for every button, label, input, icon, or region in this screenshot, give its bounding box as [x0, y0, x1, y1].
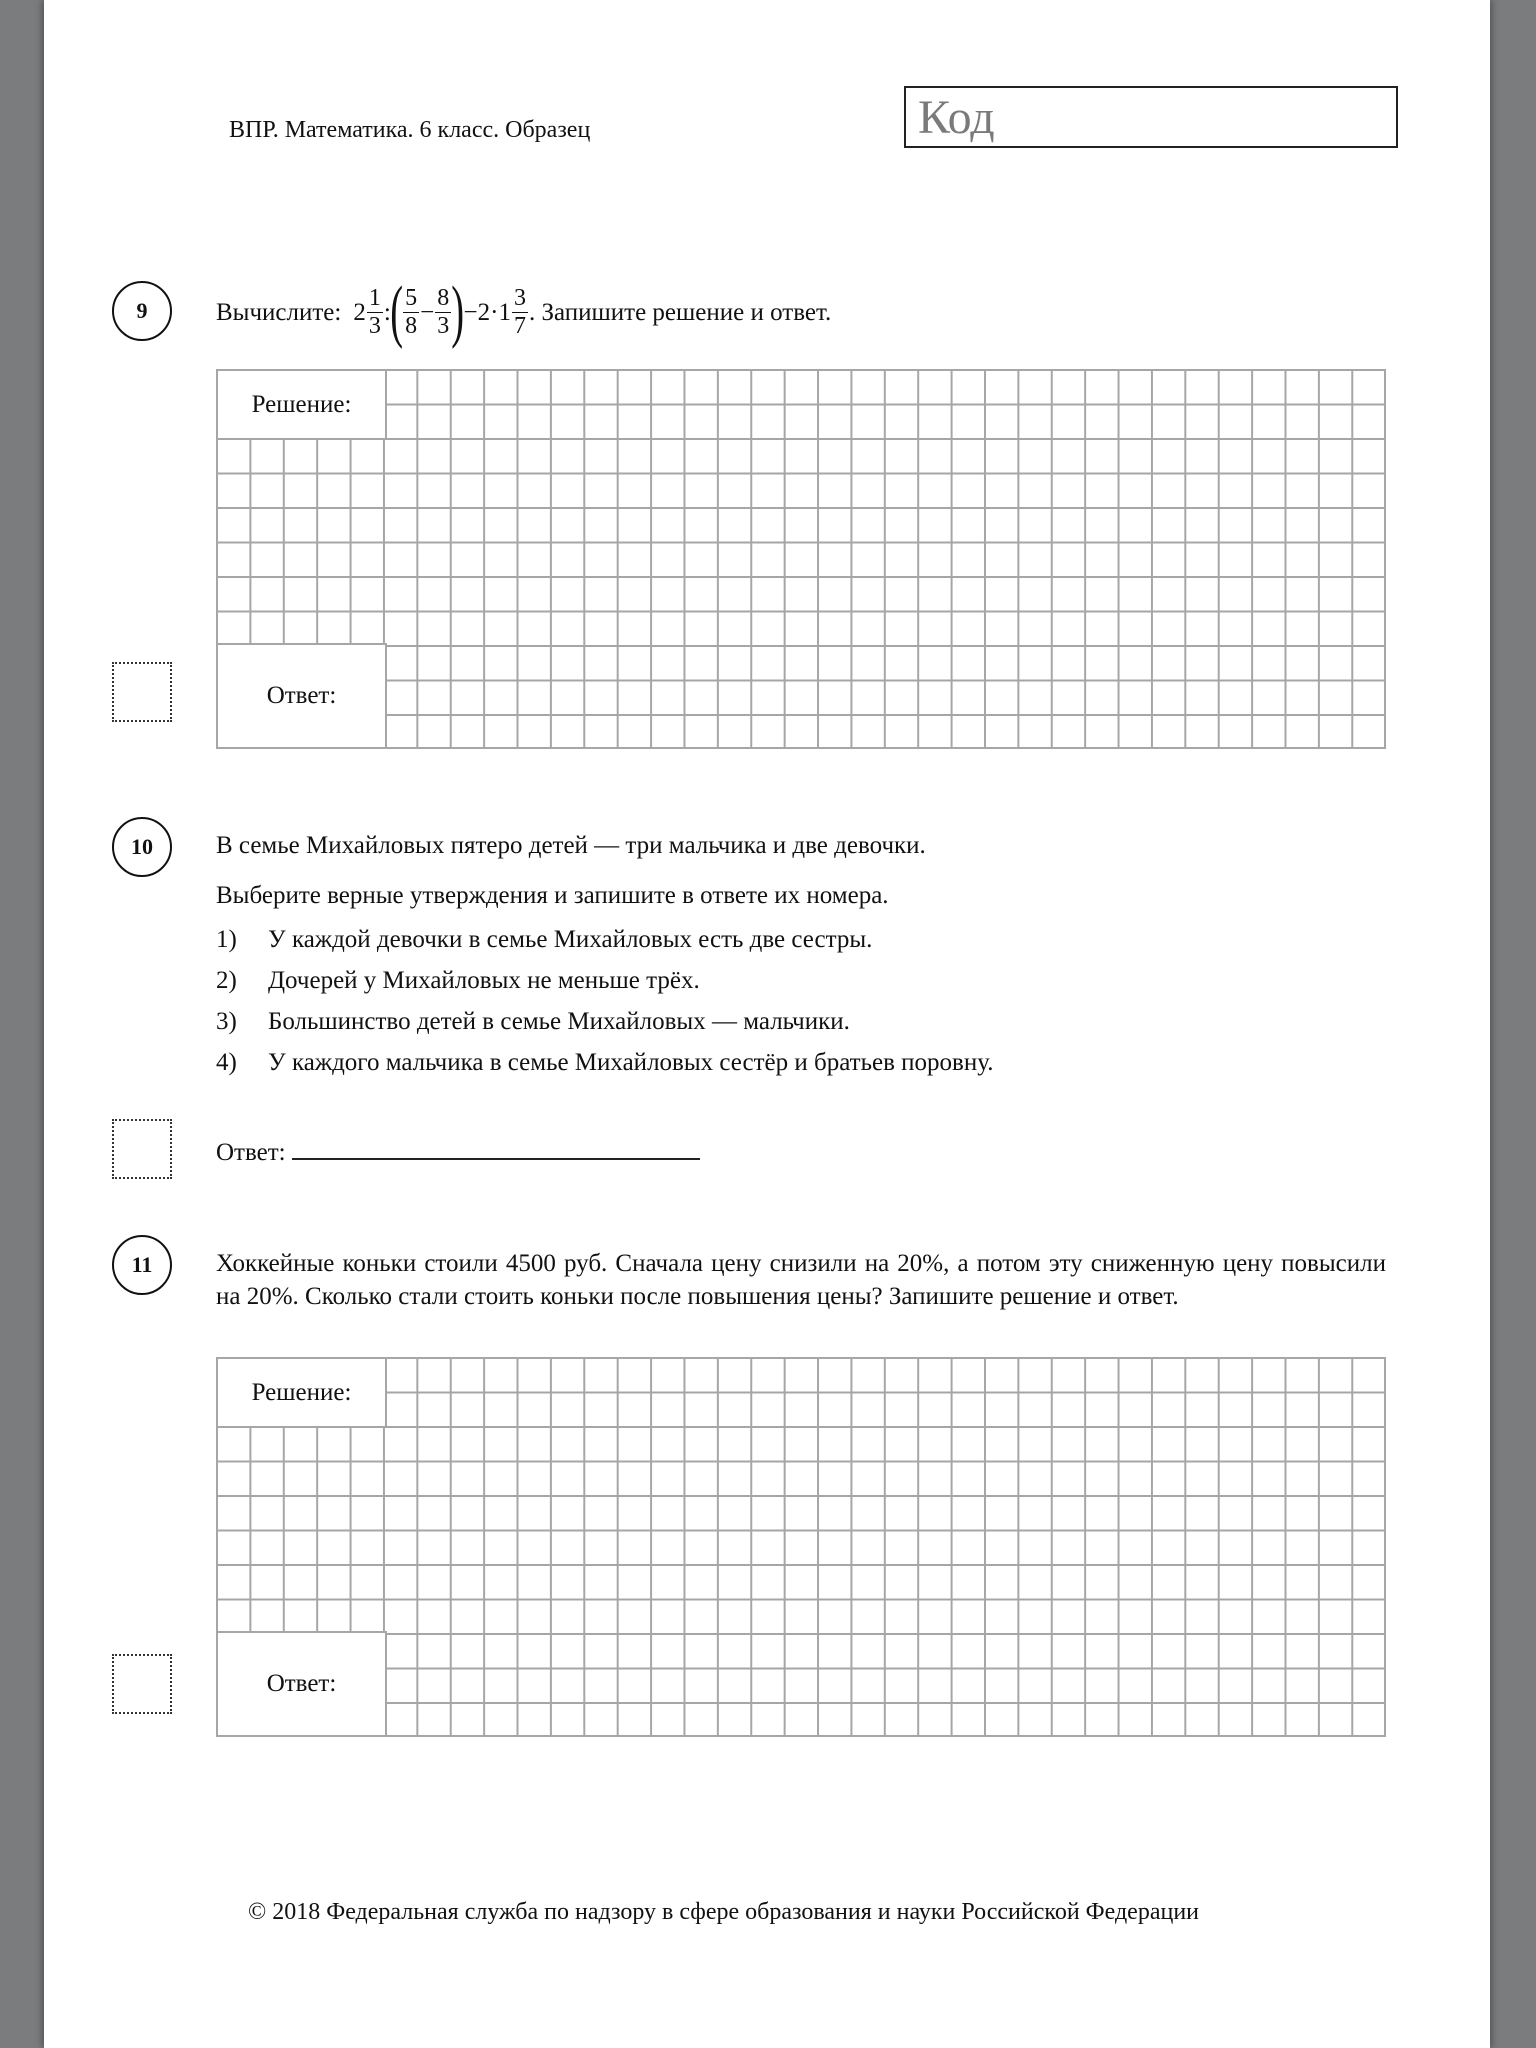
option-item: 4) У каждого мальчика в семье Михайловых сестёр и братьев поровну.: [216, 1049, 994, 1076]
formula-minus: −: [420, 298, 435, 326]
question-number-9: 9: [112, 281, 172, 341]
left-paren: (: [390, 273, 403, 350]
solution-label: Решение:: [218, 371, 387, 440]
code-label: Код: [918, 91, 995, 144]
question-9-score-box[interactable]: [112, 662, 172, 722]
question-11-score-box[interactable]: [112, 1654, 172, 1714]
fraction: $\frac{5}{8}$: [405, 284, 418, 339]
question-10-score-box[interactable]: [112, 1119, 172, 1179]
answer-label: Ответ:: [216, 1139, 286, 1166]
question-11-solution-grid[interactable]: [216, 1357, 1386, 1737]
option-item: 2) Дочерей у Михайловых не меньше трёх.: [216, 967, 700, 994]
formula-whole: 2: [353, 298, 366, 326]
question-9-prefix: Вычислите:: [216, 298, 342, 326]
formula-minus-product: −2·1: [463, 298, 511, 326]
option-item: 1) У каждой девочки в семье Михайловых есть две сестры.: [216, 926, 873, 953]
answer-label: Ответ:: [218, 1631, 387, 1735]
fraction: $\frac{8}{3}$: [437, 284, 450, 339]
question-9-formula: [353, 273, 529, 350]
code-box[interactable]: [904, 86, 1398, 148]
formula-colon: :: [383, 298, 391, 326]
question-10-options: [216, 919, 993, 1083]
fraction: $\frac{3}{7}$: [513, 284, 526, 339]
footer-copyright: © 2018 Федеральная служба по надзору в сфере образования и науки Российской Федерации: [248, 1899, 1199, 1925]
solution-label: Решение:: [218, 1359, 387, 1428]
question-9-solution-grid[interactable]: [216, 369, 1386, 749]
answer-underline[interactable]: [292, 1136, 700, 1160]
question-number-10: 10: [112, 817, 172, 877]
fraction: $\frac{1}{3}$: [368, 284, 381, 339]
question-10-text: В семье Михайловых пятеро детей — три мальчика и две девочки.: [216, 832, 926, 859]
right-paren: ): [451, 273, 465, 350]
exam-page: [44, 0, 1490, 2048]
question-9-suffix: . Запишите решение и ответ.: [528, 298, 832, 326]
question-number-11: 11: [112, 1235, 172, 1295]
question-11-text: Хоккейные коньки стоили 4500 руб. Сначала цену снизили на 20%, а потом эту сниженную цену повысили на 20%. Сколько стали стоить коньки после повышения цены? Запишите решение и ответ.: [216, 1250, 1386, 1310]
question-9-text: [216, 273, 832, 350]
question-10-answer[interactable]: [216, 1136, 700, 1167]
header-title: ВПР. Математика. 6 класс. Образец: [229, 117, 591, 143]
question-10-instruction: Выберите верные утверждения и запишите в ответе их номера.: [216, 882, 889, 909]
answer-label: Ответ:: [218, 643, 387, 747]
option-item: 3) Большинство детей в семье Михайловых — мальчики.: [216, 1008, 850, 1035]
